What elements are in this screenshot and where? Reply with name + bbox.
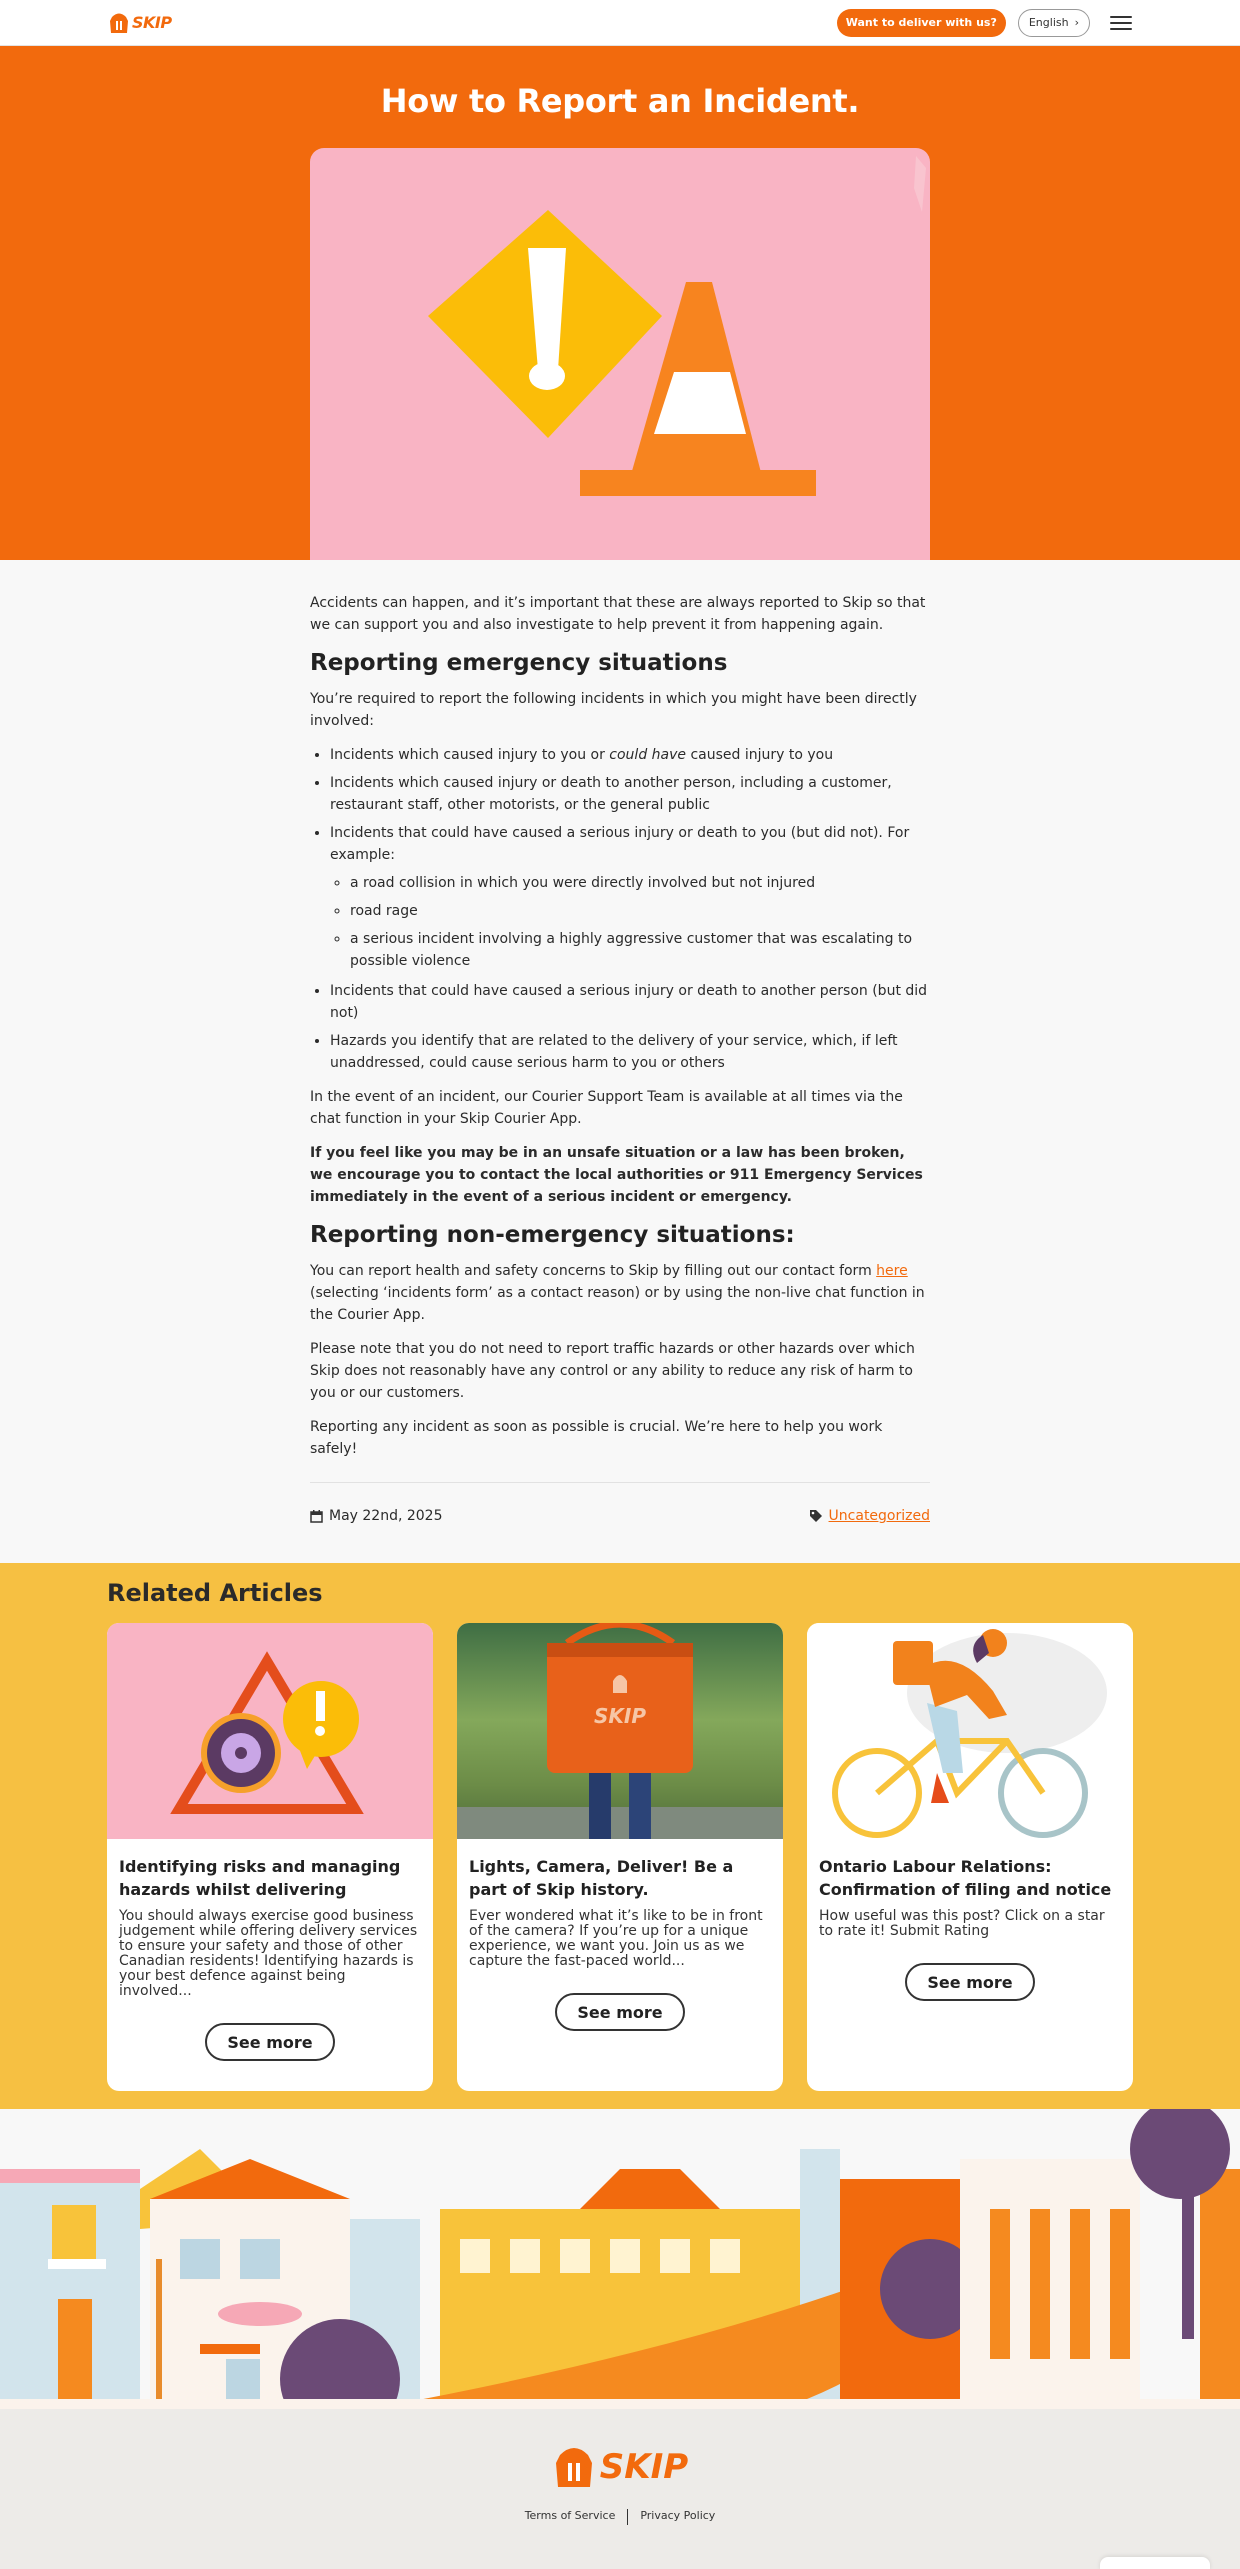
category-link[interactable]: Uncategorized [828, 1508, 930, 1524]
related-card[interactable] [457, 1623, 783, 2091]
footer-logo-text: SKIP [599, 2447, 689, 2487]
list-item: ◦ road rage [350, 900, 930, 922]
card-image-delivery-bag [457, 1623, 783, 1839]
heading-emergency: Reporting emergency situations [310, 650, 728, 676]
card-title[interactable]: Lights, Camera, Deliver! Be a part of Skip history. [469, 1857, 734, 1899]
related-cards [107, 1623, 1133, 2091]
language-label: English [1028, 16, 1069, 29]
required-paragraph: You’re required to report the following incidents in which you might have been directly involved: [310, 691, 917, 729]
example-list [350, 872, 930, 972]
delivery-backpack-icon [893, 1641, 933, 1685]
header-actions [837, 9, 1132, 37]
footer-links [0, 2509, 1240, 2525]
terms-link[interactable]: Terms of Service [524, 2509, 616, 2522]
unsafe-paragraph: If you feel like you may be in an unsafe situation or a law has been broken, we encourage you to contact the local authorities or 911 Emergency Services immediately in the event of a serious incident or emergency. [310, 1145, 923, 1205]
chat-widget-tab[interactable] [1100, 2557, 1210, 2569]
warning-cone-illustration [310, 148, 930, 560]
language-selector[interactable] [1018, 9, 1090, 37]
cyclist-illustration [807, 1623, 1133, 1839]
list-item: • Incidents which caused injury or death to another person, including a customer, restaurant staff, other motorists, or the general public [330, 772, 930, 816]
card-title[interactable]: Ontario Labour Relations: Confirmation of filing and notice [819, 1857, 1112, 1899]
tag-icon [809, 1509, 823, 1523]
hazard-wheel-illustration [107, 1623, 433, 1839]
skip-logo-text: SKIP [132, 13, 172, 32]
card-image-cyclist [807, 1623, 1133, 1839]
related-articles [0, 1563, 1240, 2109]
note-paragraph: Please note that you do not need to report traffic hazards or other hazards over which Skip does not reasonably have any control or any ability to reduce any risk of harm to you or our customers. [310, 1341, 915, 1401]
site-footer [0, 2409, 1240, 2569]
intro-paragraph: Accidents can happen, and it’s important that these are always reported to Skip so that we can support you and also investigate to help prevent it from happening again. [310, 595, 926, 633]
contact-form-link[interactable]: here [876, 1263, 908, 1279]
related-card[interactable] [107, 1623, 433, 2091]
card-image-hazards [107, 1623, 433, 1839]
post-date [310, 1505, 443, 1527]
delivery-bag-photo [457, 1623, 783, 1839]
date-text: May 22nd, 2025 [329, 1508, 443, 1524]
card-excerpt: How useful was this post? Click on a star to rate it! Submit Rating [819, 1908, 1105, 1939]
article-body [310, 560, 930, 1563]
report-paragraph: You can report health and safety concerns to Skip by filling out our contact form here (selecting ‘incidents form’ as a contact reason) or by using the non-live chat function in the Courier App. [310, 1263, 925, 1323]
card-title[interactable]: Identifying risks and managing hazards whilst delivering [119, 1857, 401, 1899]
svg-text:SKIP: SKIP [593, 1704, 647, 1728]
card-excerpt: Ever wondered what it’s like to be in front of the camera? If you’re up for a unique experience, we want you. Join us as we capture the fast-paced world... [469, 1908, 763, 1969]
post-meta [310, 1482, 930, 1563]
related-heading: Related Articles [107, 1579, 323, 1607]
calendar-icon [310, 1510, 323, 1523]
skip-bag-icon [552, 2443, 596, 2491]
skip-logo[interactable] [108, 11, 172, 35]
related-card[interactable] [807, 1623, 1133, 2091]
city-skyline-illustration [0, 2109, 1240, 2409]
list-item: • Incidents which caused injury to you or could have caused injury to you [330, 744, 930, 766]
hero-section [0, 46, 1240, 560]
card-excerpt: You should always exercise good business judgement while offering delivery services to ensure your safety and those of other Canadian residents! Identifying hazards is your best defence against being involved... [119, 1908, 418, 1999]
footer-skip-logo[interactable] [552, 2443, 688, 2491]
incident-list [330, 744, 930, 1074]
list-item: ◦ a serious incident involving a highly aggressive customer that was escalating to possible violence [350, 928, 930, 972]
skip-bag-icon [108, 11, 130, 35]
support-paragraph: In the event of an incident, our Courier Support Team is available at all times via the chat function in your Skip Courier App. [310, 1089, 903, 1127]
see-more-button[interactable]: See more [905, 1963, 1035, 2001]
list-item: • Incidents that could have caused a serious injury or death to you (but did not). For example: ◦ a road collision in which you were directly involved but not injured ◦ road rage ◦ a serious incident involving a highly aggressive customer that was escalating to possible violence [330, 822, 930, 972]
list-item: • Hazards you identify that are related to the delivery of your service, which, if left unaddressed, could cause serious harm to you or others [330, 1030, 930, 1074]
privacy-link[interactable]: Privacy Policy [640, 2509, 716, 2522]
heading-non-emergency: Reporting non-emergency situations: [310, 1222, 795, 1248]
closing-paragraph: Reporting any incident as soon as possible is crucial. We’re here to help you work safely! [310, 1419, 883, 1457]
page-title: How to Report an Incident. [380, 82, 860, 120]
deliver-with-us-button[interactable]: Want to deliver with us? [837, 9, 1006, 37]
see-more-button[interactable]: See more [555, 1993, 685, 2031]
menu-icon[interactable] [1110, 16, 1132, 30]
post-category [809, 1505, 930, 1527]
list-item: ◦ a road collision in which you were directly involved but not injured [350, 872, 930, 894]
site-header [0, 0, 1240, 46]
see-more-button[interactable]: See more [205, 2023, 335, 2061]
chevron-right-icon: › [1074, 16, 1079, 29]
hero-illustration [310, 148, 930, 560]
city-illustration [0, 2109, 1240, 2409]
list-item: • Incidents that could have caused a serious injury or death to another person (but did not) [330, 980, 930, 1024]
